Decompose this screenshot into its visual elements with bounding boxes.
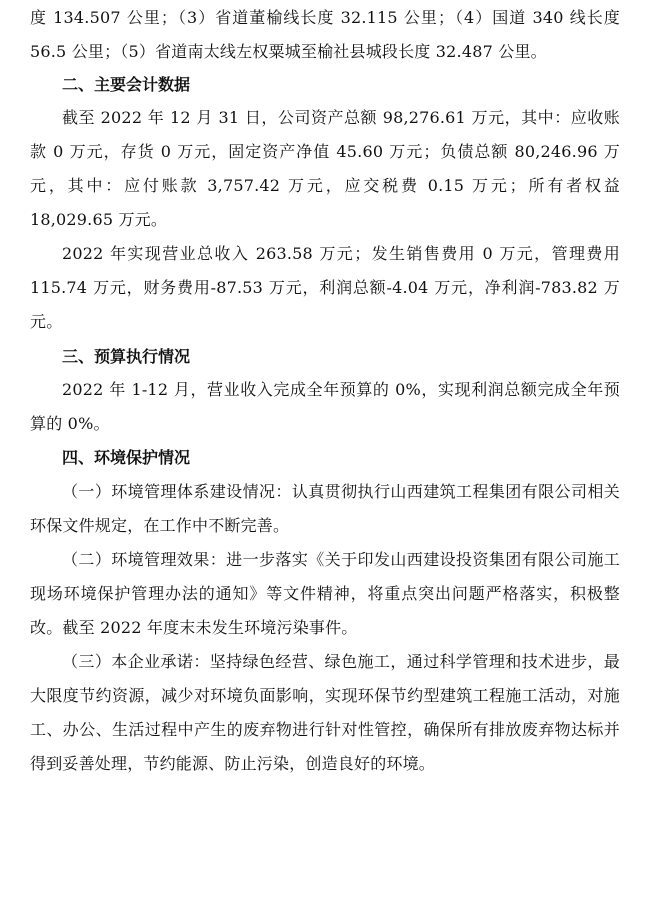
paragraph-env-system: （一）环境管理体系建设情况：认真贯彻执行山西建筑工程集团有限公司相关环保文件规定，在工作中不断完善。 [30,482,620,535]
heading-accounting-data: 二、主要会计数据 [62,75,191,94]
paragraph-env-commitment: （三）本企业承诺：坚持绿色经营、绿色施工，通过科学管理和技术进步，最大限度节约资源，减少对环境负面影响，实现环保节约型建筑工程施工活动，对施工、办公、生活过程中产生的废弃物进行针对性管控，确保所有排放废弃物达标并得到妥善处理，节约能源、防止污染，创造良好的环境。 [30,652,620,773]
paragraph-env-effect: （二）环境管理效果：进一步落实《关于印发山西建设投资集团有限公司施工现场环境保护管理办法的通知》等文件精神，将重点突出问题严格落实，积极整改。截至 2022 年度末未发生环境污染事件。 [30,550,620,637]
heading-budget-execution: 三、预算执行情况 [62,347,191,366]
paragraph-accounting-assets: 截至 2022 年 12 月 31 日，公司资产总额 98,276.61 万元，其中：应收账款 0 万元，存货 0 万元，固定资产净值 45.60 万元；负债总额 80,246.96 万元，其中：应付账款 3,757.42 万元，应交税费 0.15 万元；所有者权益 18,029.65 万元。 [30,108,620,229]
heading-environment-protection: 四、环境保护情况 [62,448,191,467]
paragraph-accounting-income: 2022 年实现营业总收入 263.58 万元；发生销售费用 0 万元，管理费用 115.74 万元，财务费用-87.53 万元，利润总额-4.04 万元，净利润-783.82 万元。 [30,244,620,331]
paragraph-budget: 2022 年 1-12 月，营业收入完成全年预算的 0%，实现利润总额完成全年预算的 0%。 [30,380,620,433]
paragraph-road-lengths: 度 134.507 公里；（3）省道董榆线长度 32.115 公里；（4）国道 340 线长度 56.5 公里；（5）省道南太线左权粟城至榆社县城段长度 32.487 公里。 [30,8,620,61]
